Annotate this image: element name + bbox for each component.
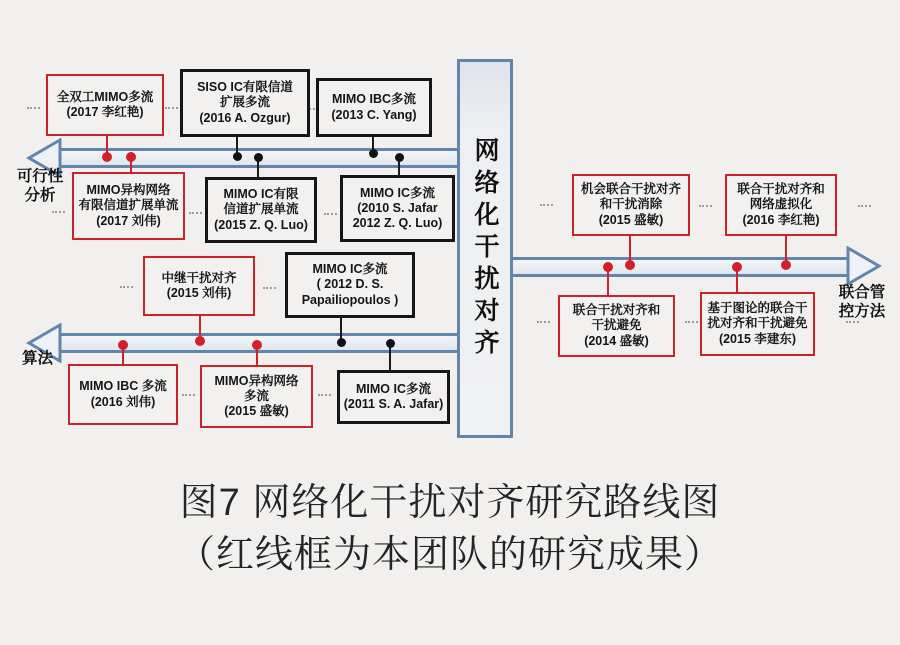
timeline-marker-dot [395, 153, 404, 162]
node-text-line: 干扰避免 [591, 318, 642, 333]
node-text-line: 基于图论的联合干 [707, 301, 808, 316]
continuation-dots [165, 107, 178, 109]
continuation-dots [537, 321, 550, 323]
node-text-line: (2015 李建东) [718, 331, 797, 346]
node-text-line: 2012 Z. Q. Luo) [352, 216, 443, 231]
central-theme-box [457, 59, 513, 438]
node-mimo-hetnet-limited-channel [72, 172, 185, 240]
node-text-line: 扩展多流 [219, 95, 270, 110]
node-text-line: MIMO异构网络 [214, 373, 299, 388]
timeline-marker-dot [369, 149, 378, 158]
node-text-line: MIMO异构网络 [86, 183, 171, 198]
node-text-line: 全双工MIMO多流 [56, 89, 154, 104]
node-text-line: 中继干扰对齐 [161, 270, 237, 285]
continuation-dots [263, 287, 276, 289]
node-text-line: (2015 Z. Q. Luo) [214, 217, 308, 232]
node-text-line: MIMO IC多流 [356, 381, 431, 396]
node-text-line: (2017 刘伟) [96, 213, 161, 228]
node-mimo-ic-multistream-2011 [337, 370, 450, 424]
continuation-dots [699, 205, 712, 207]
figure-caption-line2: （红线框为本团队的研究成果） [176, 534, 723, 576]
node-text-line: 机会联合干扰对齐 [580, 182, 681, 197]
node-full-duplex-mimo-multistream [46, 74, 164, 136]
algorithm-axis-label: 算法 [22, 350, 54, 367]
timeline-marker-dot [254, 153, 263, 162]
continuation-dots [189, 212, 202, 214]
node-text-line: (2016 刘伟) [90, 394, 156, 409]
node-text-line: MIMO IC多流 [312, 262, 388, 277]
continuation-dots [540, 204, 553, 206]
node-text-line: MIMO IBC多流 [331, 92, 417, 107]
continuation-dots [858, 205, 871, 207]
timeline-marker-dot [195, 336, 205, 346]
node-text-line: (2015 盛敏) [598, 212, 664, 227]
node-text-line: 有限信道扩展单流 [78, 198, 179, 213]
node-text-line: 联合干扰对齐和 [572, 303, 661, 318]
feasibility-axis-label-line1: 可行性 [16, 168, 64, 185]
node-text-line: (2016 李红艳) [742, 212, 820, 227]
timeline-marker-dot [118, 340, 128, 350]
timeline-marker-dot [337, 338, 346, 347]
node-mimo-ibc-multistream-2013 [316, 78, 432, 137]
timeline-marker-dot [102, 152, 112, 162]
node-mimo-hetnet-multistream [200, 365, 313, 428]
feasibility-axis-label [12, 167, 68, 206]
node-text-line: (2017 李红艳) [66, 105, 144, 119]
joint-control-arrow-head-icon [846, 246, 882, 286]
timeline-marker-dot [732, 262, 742, 272]
joint-control-axis-label [830, 283, 894, 322]
node-text-line: MIMO IBC 多流 [79, 379, 167, 394]
node-graph-theory-joint-ia [700, 292, 815, 356]
node-text-line: (2013 C. Yang) [331, 107, 417, 122]
node-text-line: (2015 盛敏) [224, 404, 289, 419]
node-mimo-ic-limited-channel [205, 177, 317, 243]
node-text-line: Papailiopoulos ) [301, 292, 399, 307]
node-text-line: ( 2012 D. S. [316, 277, 384, 292]
timeline-marker-dot [603, 262, 613, 272]
node-text-line: 多流 [243, 388, 269, 403]
timeline-marker-dot [386, 339, 395, 348]
continuation-dots [120, 286, 133, 288]
joint-control-axis-label-line1: 联合管 [838, 284, 886, 301]
node-text-line: (2010 S. Jafar [357, 200, 438, 215]
node-text-line: 扰对齐和干扰避免 [707, 316, 808, 331]
central-theme-label: 网络化干扰对齐 [471, 136, 499, 361]
continuation-dots [324, 213, 337, 215]
node-text-line: SISO IC有限信道 [197, 80, 293, 95]
continuation-dots [27, 107, 40, 109]
timeline-marker-dot [781, 260, 791, 270]
node-text-line: 和干扰消除 [599, 197, 663, 212]
figure-caption [0, 477, 900, 581]
node-opportunistic-joint-ia-ic [572, 174, 690, 236]
node-text-line: (2011 S. A. Jafar) [343, 397, 444, 411]
node-text-line: (2016 A. Ozgur) [199, 110, 291, 125]
node-mimo-ic-multistream-2010 [340, 175, 455, 242]
node-text-line: MIMO IC多流 [360, 185, 435, 200]
node-text-line: 信道扩展单流 [223, 202, 299, 217]
continuation-dots [182, 394, 195, 396]
timeline-marker-dot [126, 152, 136, 162]
timeline-marker-dot [625, 260, 635, 270]
node-mimo-ibc-multistream-2016 [68, 364, 178, 425]
node-mimo-ic-multistream-2012 [285, 252, 415, 318]
node-text-line: 联合干扰对齐和 [737, 182, 825, 197]
continuation-dots [318, 394, 331, 396]
timeline-marker-dot [252, 340, 262, 350]
continuation-dots [685, 321, 698, 323]
timeline-marker-dot [233, 152, 242, 161]
node-text-line: (2014 盛敏) [584, 333, 649, 348]
figure-caption-line1: 图7 网络化干扰对齐研究路线图 [179, 482, 721, 524]
node-siso-ic-limited-channel [180, 69, 310, 137]
feasibility-axis-label-line2: 分析 [24, 187, 56, 205]
joint-control-axis-shaft [513, 257, 848, 277]
node-joint-ia-network-virtualization [725, 174, 837, 236]
node-text-line: (2015 刘伟) [166, 286, 232, 300]
continuation-dots [52, 211, 65, 213]
node-text-line: MIMO IC有限 [223, 187, 299, 202]
joint-control-axis-label-line2: 控方法 [838, 303, 886, 321]
node-relay-interference-alignment [143, 256, 255, 316]
node-text-line: 网络虚拟化 [749, 197, 813, 212]
node-joint-ia-interference-avoidance [558, 295, 675, 357]
